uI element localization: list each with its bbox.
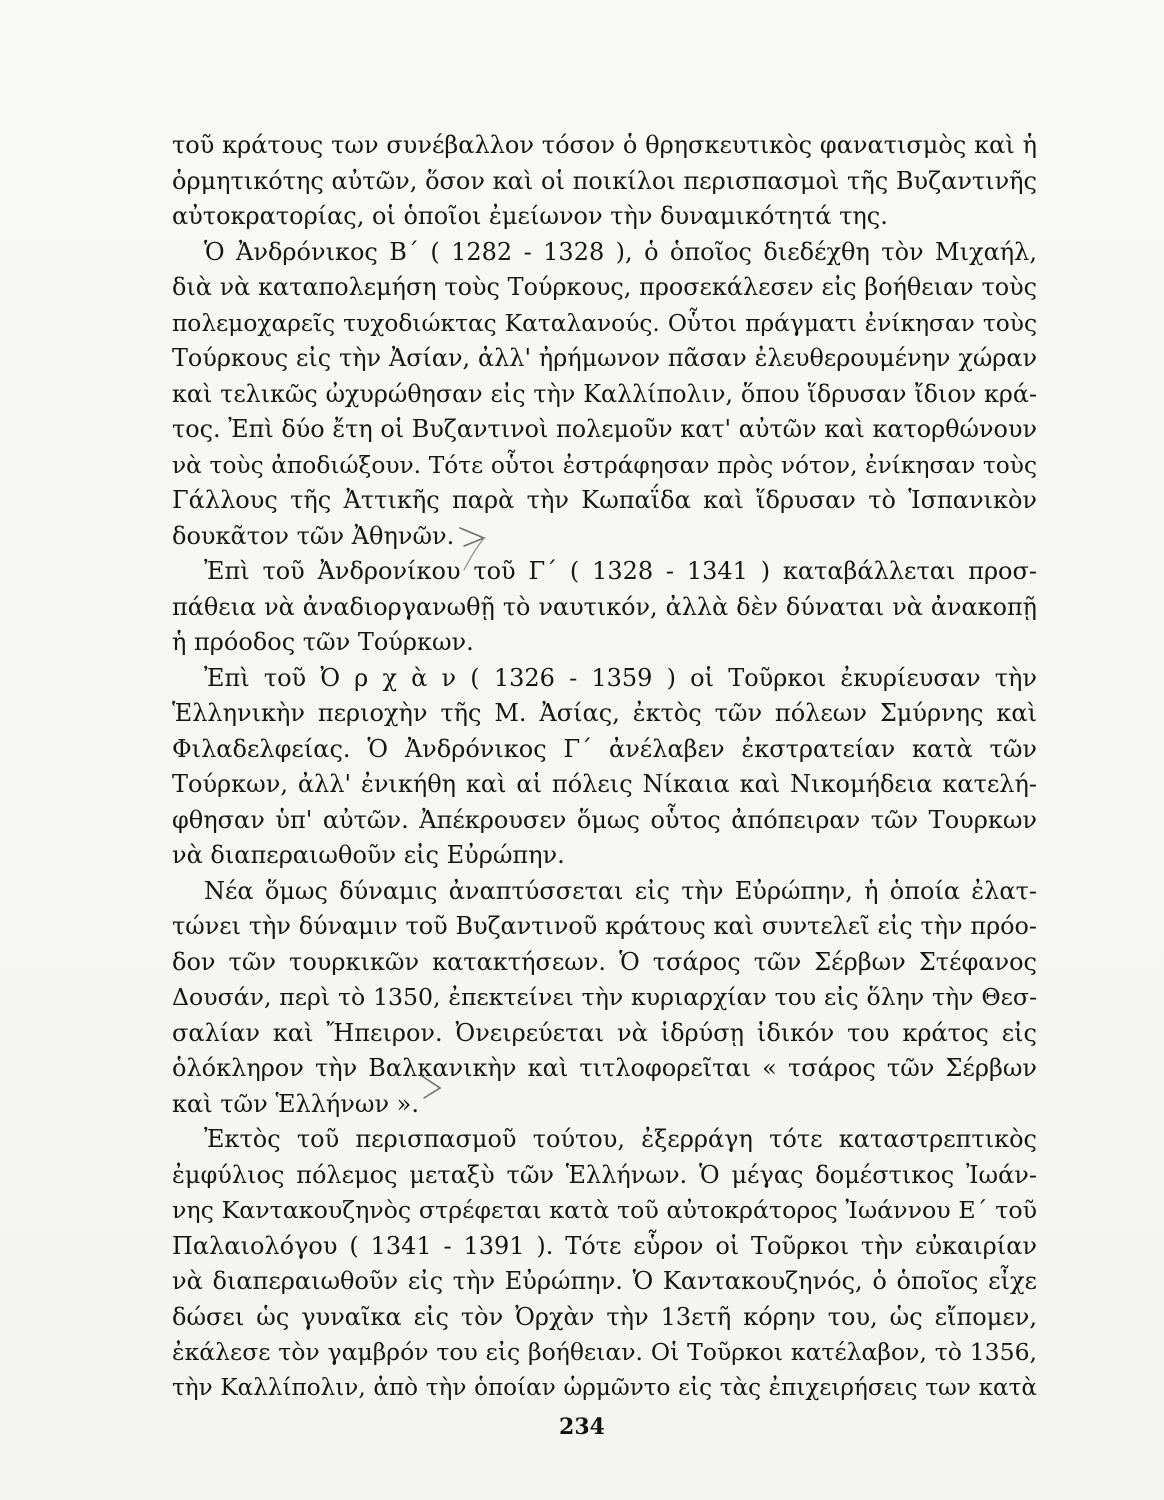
text-line: πολεμοχαρεῖς τυχοδιώκτας Καταλανούς. Οὗτοι πράγματι ἐνίκησαν τοὺς [172, 309, 1037, 337]
text-line: ὁλόκληρον τὴν Βαλκανικὴν καὶ τιτλοφορεῖται « τσάρος τῶν Σέρβων [172, 1054, 1037, 1082]
text-line: ἐμφύλιος πόλεμος μεταξὺ τῶν Ἑλλήνων. Ὁ μέγας δομέστικος Ἰωάν- [172, 1160, 1037, 1189]
text-line: ἐκάλεσε τὸν γαμβρόν του εἰς βοήθειαν. Οἱ Τοῦρκοι κατέλαβον, τὸ 1356, [172, 1338, 1037, 1366]
paragraph [172, 874, 1037, 1123]
text-line: πάθεια νὰ ἀναδιοργανωθῇ τὸ ναυτικόν, ἀλλὰ δὲν δύναται νὰ ἀνακοπῇ [172, 592, 1037, 621]
text-line: καὶ τῶν Ἑλλήνων ». [172, 1089, 419, 1118]
text-line: τώνει τὴν δύναμιν τοῦ Βυζαντινοῦ κράτους καὶ συντελεῖ εἰς τὴν πρόο- [172, 912, 1037, 940]
text-line: δον τῶν τουρκικῶν κατακτήσεων. Ὁ τσάρος τῶν Σέρβων Στέφανος [172, 947, 1037, 976]
text-line: Ἑλληνικὴν περιοχὴν τῆς Μ. Ἀσίας, ἐκτὸς τῶν πόλεων Σμύρνης καὶ [172, 699, 1037, 727]
text-line: νὰ διαπεραιωθοῦν εἰς τὴν Εὐρώπην. Ὁ Καντακουζηνός, ὁ ὁποῖος εἶχε [172, 1267, 1037, 1295]
text-line: νὰ διαπεραιωθοῦν εἰς Εὐρώπην. [172, 841, 565, 869]
text-line: καὶ τελικῶς ὠχυρώθησαν εἰς τὴν Καλλίπολιν, ὅπου ἵδρυσαν ἴδιον κρά- [172, 379, 1037, 408]
text-line: Δουσάν, περὶ τὸ 1350, ἐπεκτείνει τὴν κυριαρχίαν του εἰς ὅλην τὴν Θεσ- [172, 983, 1037, 1011]
text-line: τὴν Καλλίπολιν, ἀπὸ τὴν ὁποίαν ὡρμῶντο εἰς τὰς ἐπιχειρήσεις των κατὰ [172, 1374, 1037, 1401]
text-line: ἡ πρόοδος τῶν Τούρκων. [172, 628, 474, 656]
text-line: Παλαιολόγου ( 1341 - 1391 ). Τότε εὗρον οἱ Τοῦρκοι τὴν εὐκαιρίαν [172, 1231, 1037, 1260]
text-line: φθησαν ὑπ' αὐτῶν. Ἀπέκρουσεν ὅμως οὗτος ἀπόπειραν τῶν Τουρκων [172, 805, 1037, 834]
text-line: Ἐπὶ τοῦ Ἀνδρονίκου τοῦ Γ΄ ( 1328 - 1341 ) καταβάλλεται προσ- [204, 557, 1037, 585]
text-line: Φιλαδελφείας. Ὁ Ἀνδρόνικος Γ΄ ἀνέλαβεν ἐκστρατείαν κατὰ τῶν [172, 734, 1037, 763]
text-line: αὐτοκρατορίας, οἱ ὁποῖοι ἐμείωνον τὴν δυναμικότητά της. [172, 202, 888, 230]
text-line: σαλίαν καὶ Ἤπειρον. Ὀνειρεύεται νὰ ἱδρύσῃ ἰδικόν του κράτος εἰς [172, 1018, 1037, 1047]
text-line: Τούρκους εἰς τὴν Ἀσίαν, ἀλλ' ἠρήμωνον πᾶσαν ἐλευθερουμένην χώραν [172, 344, 1037, 372]
text-line: ὁρμητικότης αὐτῶν, ὅσον καὶ οἱ ποικίλοι περισπασμοὶ τῆς Βυζαντινῆς [172, 166, 1037, 195]
paragraph [172, 128, 1037, 235]
page-number: 234 [559, 1414, 605, 1440]
text-line: Τούρκων, ἀλλ' ἐνικήθη καὶ αἱ πόλεις Νίκαια καὶ Νικομήδεια κατελή- [172, 770, 1037, 798]
text-line: Νέα ὅμως δύναμις ἀναπτύσσεται εἰς τὴν Εὐρώπην, ἡ ὁποία ἐλατ- [204, 876, 1037, 905]
text-line: δώσει ὡς γυναῖκα εἰς τὸν Ὀρχὰν τὴν 13ετῆ κόρην του, ὡς εἴπομεν, [172, 1302, 1037, 1331]
text-line: τοῦ κράτους των συνέβαλλον τόσον ὁ θρησκευτικὸς φανατισμὸς καὶ ἡ [172, 131, 1037, 159]
text-line: τος. Ἐπὶ δύο ἔτη οἱ Βυζαντινοὶ πολεμοῦν κατ' αὐτῶν καὶ κατορθώνουν [172, 415, 1037, 443]
paragraph [172, 661, 1037, 874]
text-line: διὰ νὰ καταπολεμήση τοὺς Τούρκους, προσεκάλεσεν εἰς βοήθειαν τοὺς [172, 273, 1037, 301]
text-line: νης Καντακουζηνὸς στρέφεται κατὰ τοῦ αὐτοκράτορος Ἰωάννου Ε΄ τοῦ [172, 1196, 1037, 1224]
body-text [172, 128, 1037, 1406]
text-line: Γάλλους τῆς Ἀττικῆς παρὰ τὴν Κωπαΐδα καὶ ἵδρυσαν τὸ Ἱσπανικὸν [172, 486, 1037, 514]
text-line: δουκᾶτον τῶν Ἀθηνῶν. [172, 521, 455, 550]
text-line: Ὁ Ἀνδρόνικος Β΄ ( 1282 - 1328 ), ὁ ὁποῖος διεδέχθη τὸν Μιχαήλ, [204, 237, 1037, 266]
paragraph [172, 235, 1037, 555]
text-line: Ἐκτὸς τοῦ περισπασμοῦ τούτου, ἐξερράγη τότε καταστρεπτικὸς [204, 1125, 1037, 1153]
paragraph [172, 1122, 1037, 1406]
paragraph [172, 554, 1037, 661]
text-line: νὰ τοὺς ἀποδιώξουν. Τότε οὗτοι ἐστράφησαν πρὸς νότον, ἐνίκησαν τοὺς [172, 451, 1037, 479]
text-line: Ἐπὶ τοῦ Ὀ ρ χ ὰ ν ( 1326 - 1359 ) οἱ Τοῦρκοι ἐκυρίευσαν τὴν [204, 663, 1037, 692]
